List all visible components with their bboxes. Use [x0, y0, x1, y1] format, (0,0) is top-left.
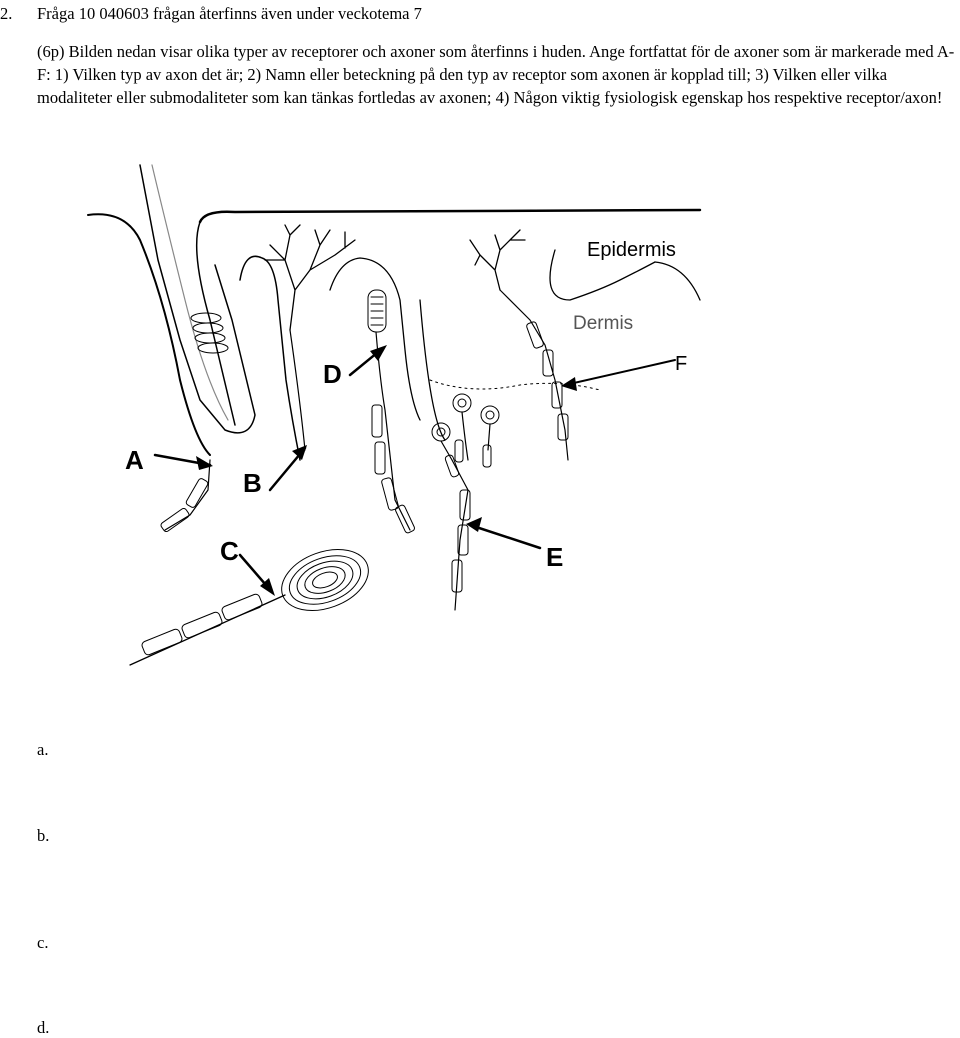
label-c: C	[220, 536, 239, 566]
dermis-label: Dermis	[573, 313, 634, 334]
answer-d: d.	[37, 1018, 50, 1037]
answer-a: a.	[37, 740, 49, 759]
label-e: E	[546, 542, 564, 572]
label-a: A	[125, 445, 144, 475]
question-number: 2.	[0, 4, 13, 23]
answer-c: c.	[37, 933, 49, 952]
epidermis-label: Epidermis	[587, 239, 676, 261]
label-f: F	[675, 353, 688, 375]
question-body: (6p) Bilden nedan visar olika typer av receptorer och axoner som återfinns i huden. Ange fortfattat för de axoner som är markerade med A-F: 1) Vilken typ av axon det är; 2) Namn eller beteckning på den typ av receptor som axonen är kopplad till; 3) Vilken eller vilka modaliteter eller submodaliteter som kan tänkas fortledas av axonen; 4) Någon viktig fysiologisk egenskap hos respektive receptor/axon!	[37, 42, 955, 107]
answer-b: b.	[37, 826, 50, 845]
label-d: D	[323, 359, 342, 389]
skin-receptor-diagram	[0, 150, 960, 690]
label-b: B	[243, 468, 262, 498]
question-title: Fråga 10 040603 frågan återfinns även under veckotema 7	[37, 4, 422, 23]
